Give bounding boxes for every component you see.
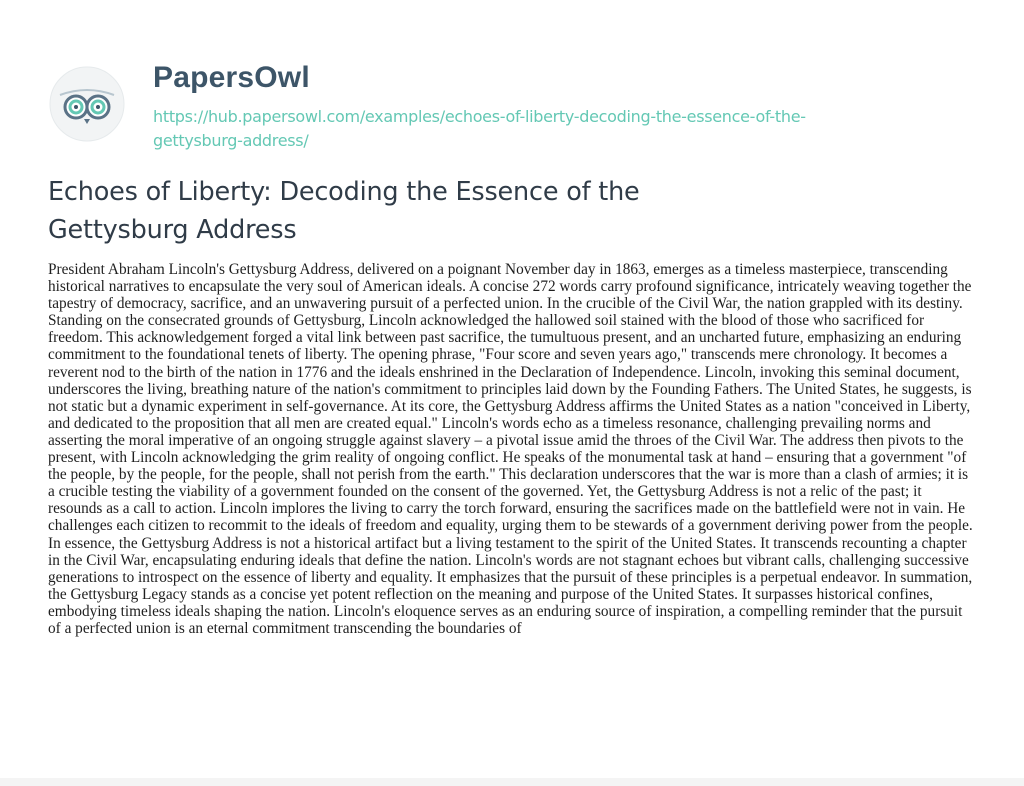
article-url-link[interactable]: https://hub.papersowl.com/examples/echoes-of-liberty-decoding-the-essence-of-the-gettysburg-address/ [153, 107, 806, 150]
brand-name[interactable]: PapersOwl [153, 61, 310, 94]
page-bottom-border [0, 778, 1024, 786]
article-title: Echoes of Liberty: Decoding the Essence of the Gettysburg Address [48, 177, 640, 245]
owl-eyes-icon[interactable] [48, 65, 126, 143]
site-header [48, 55, 1008, 165]
article-body: President Abraham Lincoln's Gettysburg Address, delivered on a poignant November day in 1863, emerges as a timeless masterpiece, transcending historical narratives to encapsulate the very soul of American ideals. A concise 272 words carry profound significance, intricately weaving together the tapestry of democracy, sacrifice, and an unwavering pursuit of a perfected union. In the crucible of the Civil War, the nation grappled with its destiny. Standing on the consecrated grounds of Gettysburg, Lincoln acknowledged the hallowed soil stained with the blood of those who sacrificed for freedom. This acknowledgement forged a vital link between past sacrifice, the tumultuous present, and an uncharted future, emphasizing an enduring commitment to the foundational tenets of liberty. The opening phrase, "Four score and seven years ago," transcends mere chronology. It becomes a reverent nod to the birth of the nation in 1776 and the ideals enshrined in the Declaration of Independence. Lincoln, invoking this seminal document, underscores the living, breathing nature of the nation's commitment to principles laid down by the Founding Fathers. The United States, he suggests, is not static but a dynamic experiment in self-governance. At its core, the Gettysburg Address affirms the United States as a nation "conceived in Liberty, and dedicated to the proposition that all men are created equal." Lincoln's words echo as a timeless resonance, challenging prevailing norms and asserting the moral imperative of an ongoing struggle against slavery – a pivotal issue amid the throes of the Civil War. The address then pivots to the present, with Lincoln acknowledging the grim reality of ongoing conflict. He speaks of the monumental task at hand – ensuring that a government "of the people, by the people, for the people, shall not perish from the earth." This declaration underscores that the war is more than a clash of armies; it is a crucible testing the viability of a government founded on the consent of the governed. Yet, the Gettysburg Address is not a relic of the past; it resounds as a call to action. Lincoln implores the living to carry the torch forward, ensuring the sacrifices made on the battlefield were not in vain. He challenges each citizen to recommit to the ideals of freedom and equality, urging them to be stewards of a government deriving power from the people. In essence, the Gettysburg Address is not a historical artifact but a living testament to the spirit of the United States. It transcends recounting a chapter in the Civil War, encapsulating enduring ideals that define the nation. Lincoln's words are not stagnant echoes but vibrant calls, challenging successive generations to introspect on the essence of liberty and equality. It emphasizes that the pursuit of these principles is a perpetual endeavor. In summation, the Gettysburg Legacy stands as a concise yet potent reflection on the meaning and purpose of the United States. It surpasses historical confines, embodying timeless ideals shaping the nation. Lincoln's eloquence serves as an enduring source of inspiration, a compelling reminder that the pursuit of a perfected union is an eternal commitment transcending the boundaries of [48, 261, 973, 637]
